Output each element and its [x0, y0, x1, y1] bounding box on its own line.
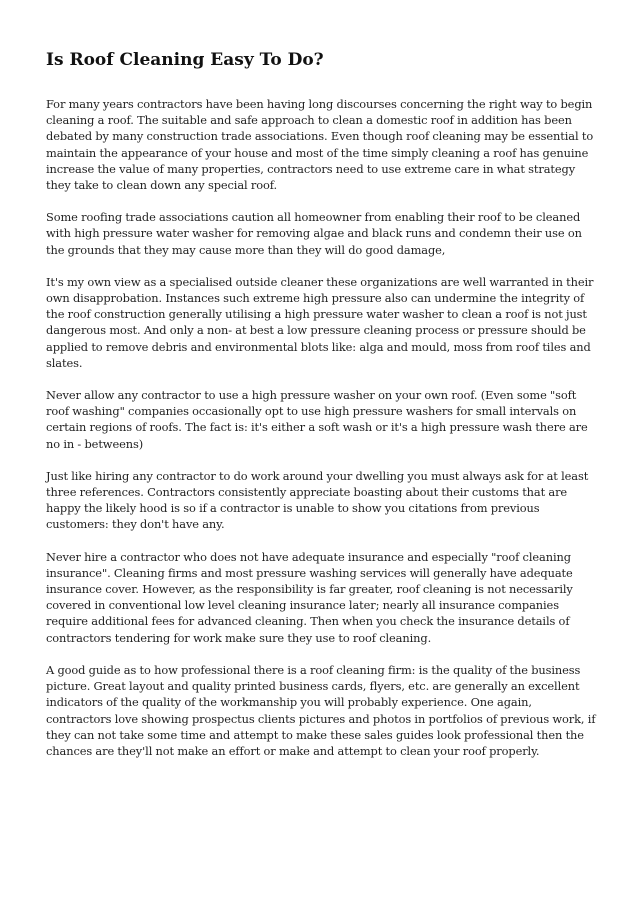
paragraph-2: Some roofing trade associations caution all homeowner from enabling their roof to be cleaned with high pressure water washer for removing algae and black runs and condemn their use on the grounds that they may cause more than they will do good damage,	[46, 210, 582, 257]
paragraph-4: Never allow any contractor to use a high pressure washer on your own roof. (Even some "soft roof washing" companies occasionally opt to use high pressure washers for small intervals on certain regions of roofs. The fact is: it's either a soft wash or it's a high pressure wash there are no in - betweens)	[46, 388, 588, 451]
paragraph-7: A good guide as to how professional there is a roof cleaning firm: is the quality of the business picture. Great layout and quality printed business cards, flyers, etc. are generally an excellent indicators of the quality of the workmanship you will probably experience. One again, contractors love showing prospectus clients pictures and photos in portfolios of previous work, if they can not take some time and attempt to make these sales guides look professional then the chances are they'll not make an effort or make and attempt to clean your roof properly.	[46, 662, 596, 758]
paragraph-5: Just like hiring any contractor to do work around your dwelling you must always ask for at least three references. Contractors consistently appreciate boasting about their customs that are happy the likely hood is so if a contractor is unable to show you citations from previous customers: they don't have any.	[46, 468, 589, 532]
paragraph-6: Never hire a contractor who does not have adequate insurance and especially "roof cleaning insurance". Cleaning firms and most pressure washing services will generally have adequate insurance cover. However, as the responsibility is far greater, roof cleaning is not necessarily covered in conventional low level cleaning insurance later; nearly all insurance companies require additional fees for advanced cleaning. Then when you check the insurance details of contractors tendering for work make sure they use to roof cleaning.	[46, 549, 573, 645]
page-title: Is Roof Cleaning Easy To Do?	[46, 50, 324, 70]
document-page	[46, 48, 599, 775]
paragraph-3: It's my own view as a specialised outside cleaner these organizations are well warranted in their own disapprobation. Instances such extreme high pressure also can undermine the integrity of the roof construction generally utilising a high pressure water washer to clean a roof is not just dangerous most. And only a non- at best a low pressure cleaning process or pressure should be applied to remove debris and environmental blots like: alga and mould, moss from roof tiles and slates.	[46, 274, 594, 370]
paragraph-1: For many years contractors have been having long discourses concerning the right way to begin cleaning a roof. The suitable and safe approach to clean a domestic roof in addition has been debated by many construction trade associations. Even though roof cleaning may be essential to maintain the appearance of your house and most of the time simply cleaning a roof has genuine increase the value of many properties, contractors need to use extreme care in what strategy they take to clean down any special roof.	[46, 97, 594, 193]
